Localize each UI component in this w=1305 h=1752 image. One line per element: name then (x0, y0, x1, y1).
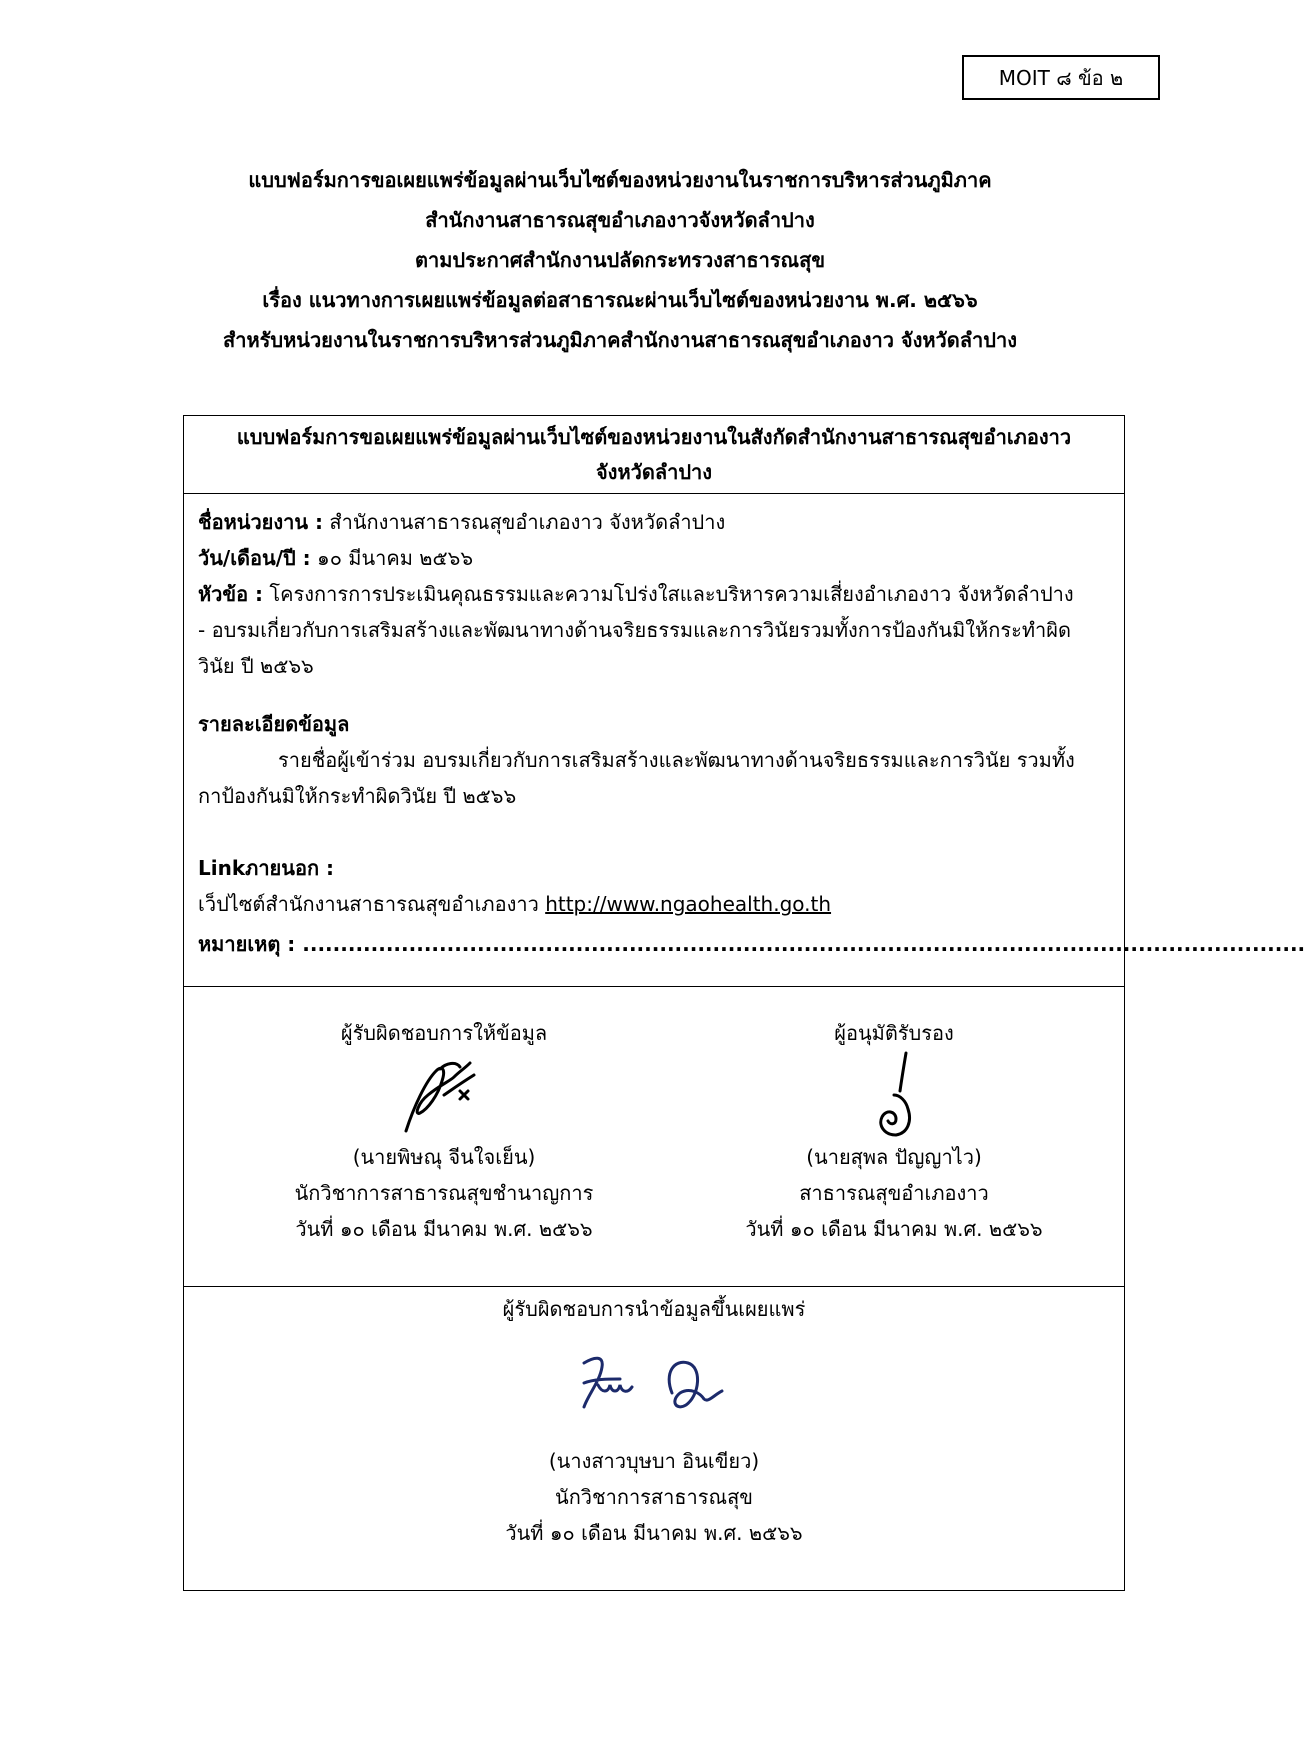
signer-upload (184, 1291, 1124, 1551)
signer-upload-date: วันที่ ๑๐ เดือน มีนาคม พ.ศ. ๒๕๖๖ (505, 1521, 803, 1545)
signer-left-date: วันที่ ๑๐ เดือน มีนาคม พ.ศ. ๒๕๖๖ (295, 1217, 593, 1241)
topic-label: หัวข้อ : (198, 582, 264, 606)
link-prefix: เว็ปไซต์สำนักงานสาธารณสุขอำเภองาว (198, 892, 546, 916)
detail-line-2: กาป้องกันมิให้กระทำผิดวินัย ปี ๒๕๖๖ (198, 784, 517, 808)
note-row (198, 926, 1305, 962)
header-line-4: เรื่อง แนวทางการเผยแพร่ข้อมูลต่อสาธารณะผ่านเว็บไซต์ของหน่วยงาน พ.ศ. ๒๕๖๖ (262, 288, 978, 312)
topic-line-3: วินัย ปี ๒๕๖๖ (198, 654, 314, 678)
detail-line-1: รายชื่อผู้เข้าร่วม อบรมเกี่ยวกับการเสริมสร้างและพัฒนาทางด้านจริยธรรมและการวินัย รวมทั้ง (278, 748, 1075, 772)
unit-label: ชื่อหน่วยงาน : (198, 510, 324, 534)
date-row (198, 540, 1110, 576)
document-code: MOIT ๘ ข้อ ๒ (998, 65, 1124, 90)
date-label: วัน/เดือน/ปี : (198, 546, 311, 570)
signer-left (244, 1015, 644, 1247)
header-line-2: สำนักงานสาธารณสุขอำเภองาวจังหวัดลำปาง (425, 208, 815, 232)
unit-value: สำนักงานสาธารณสุขอำเภองาว จังหวัดลำปาง (323, 510, 726, 534)
signer-left-position: นักวิชาการสาธารณสุขชำนาญการ (294, 1181, 594, 1205)
note-label: หมายเหตุ : (198, 932, 296, 956)
form-title (184, 416, 1124, 494)
unit-row (198, 504, 1110, 540)
signature-left-image (384, 1051, 504, 1139)
signer-right-position: สาธารณสุขอำเภองาว (799, 1181, 989, 1205)
publication-form (183, 415, 1305, 1591)
topic-row (198, 576, 1110, 612)
signature-section (184, 986, 1124, 1286)
topic-line-2: - อบรมเกี่ยวกับการเสริมสร้างและพัฒนาทางด้านจริยธรรมและการวินัยรวมทั้งการป้องกันมิให้กระทำผิด (198, 618, 1071, 642)
form-title-line-1: แบบฟอร์มการขอเผยแพร่ข้อมูลผ่านเว็บไซต์ของหน่วยงานในสังกัดสำนักงานสาธารณสุขอำเภองาว (236, 425, 1072, 449)
signature-right-image (834, 1051, 954, 1139)
upload-signature-section (184, 1286, 1124, 1592)
external-link[interactable]: http://www.ngaohealth.go.th (545, 892, 832, 916)
signer-upload-position: นักวิชาการสาธารณสุข (555, 1485, 753, 1509)
document-header (150, 160, 1090, 360)
document-code-box (962, 55, 1160, 100)
note-value: .................................................................................................................................... (295, 932, 1305, 956)
signature-upload-image (554, 1333, 754, 1443)
signer-right (684, 1015, 1104, 1247)
signer-left-role: ผู้รับผิดชอบการให้ข้อมูล (340, 1021, 548, 1045)
date-value: ๑๐ มีนาคม ๒๕๖๖ (310, 546, 474, 570)
signer-right-name: (นายสุพล ปัญญาไว) (806, 1145, 982, 1169)
topic-value: โครงการการประเมินคุณธรรมและความโปร่งใสและบริหารความเสี่ยงอำเภองาว จังหวัดลำปาง (263, 582, 1074, 606)
link-row (198, 886, 1110, 922)
header-line-1: แบบฟอร์มการขอเผยแพร่ข้อมูลผ่านเว็บไซต์ของหน่วยงานในราชการบริหารส่วนภูมิภาค (248, 168, 992, 192)
signer-upload-name: (นางสาวบุษบา อินเขียว) (548, 1449, 760, 1473)
signer-upload-role: ผู้รับผิดชอบการนำข้อมูลขึ้นเผยแพร่ (502, 1297, 806, 1321)
signer-right-role: ผู้อนุมัติรับรอง (834, 1021, 954, 1045)
link-label: Linkภายนอก : (198, 856, 335, 880)
form-title-line-2: จังหวัดลำปาง (595, 460, 713, 484)
signer-right-date: วันที่ ๑๐ เดือน มีนาคม พ.ศ. ๒๕๖๖ (745, 1217, 1043, 1241)
header-line-3: ตามประกาศสำนักงานปลัดกระทรวงสาธารณสุข (414, 248, 825, 272)
signer-left-name: (นายพิษณุ จีนใจเย็น) (352, 1145, 536, 1169)
detail-label: รายละเอียดข้อมูล (198, 712, 350, 736)
header-line-5: สำหรับหน่วยงานในราชการบริหารส่วนภูมิภาคสำนักงานสาธารณสุขอำเภองาว จังหวัดลำปาง (223, 328, 1017, 352)
